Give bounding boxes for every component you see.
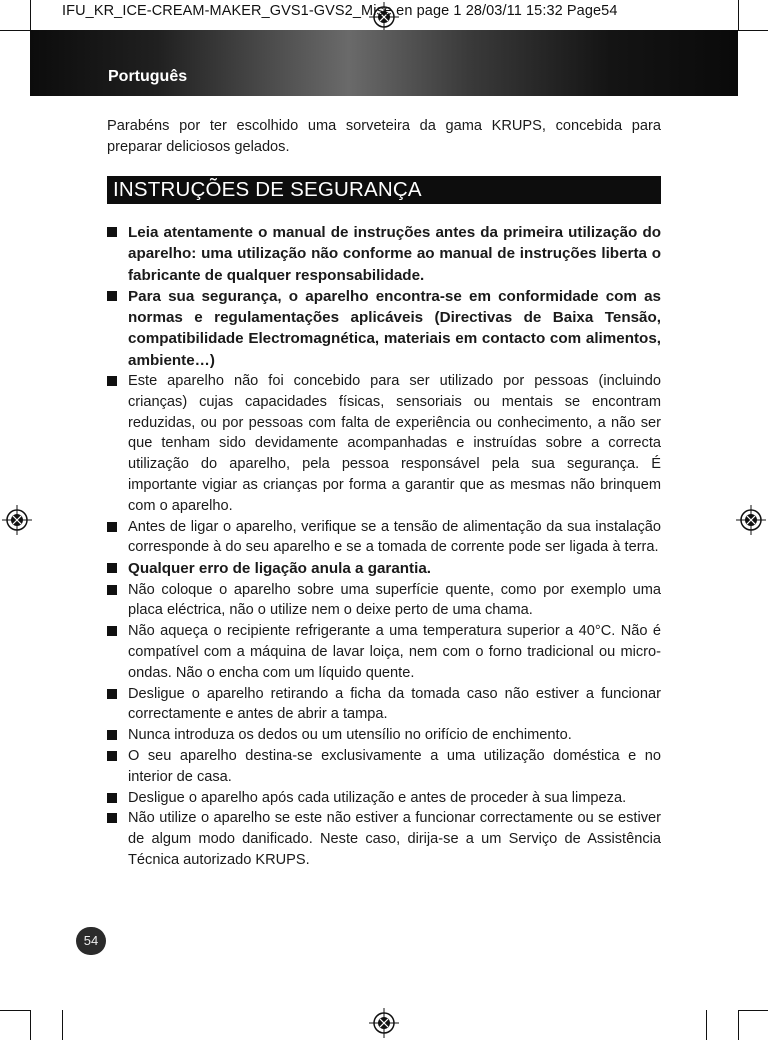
crop-mark [706, 1010, 707, 1040]
list-item [107, 286, 661, 371]
bullet-square-icon [107, 751, 117, 761]
list-item-text: Nunca introduza os dedos ou um utensílio no orifício de enchimento. [128, 727, 572, 744]
list-item-text: Desligue o aparelho retirando a ficha da tomada caso não estiver a funcionar correctamente e antes de abrir a tampa. [128, 685, 661, 723]
crop-mark [0, 1010, 30, 1011]
print-slug-line: IFU_KR_ICE-CREAM-MAKER_GVS1-GVS2_Mise en page 1 28/03/11 15:32 Page54 [62, 3, 618, 19]
list-item-text: Antes de ligar o aparelho, verifique se a tensão de alimentação da sua instalação corresponde à do seu aparelho e se a tomada de corrente pode ser ligada à terra. [128, 518, 661, 556]
list-item [107, 808, 661, 870]
list-item-text: Para sua segurança, o aparelho encontra-se em conformidade com as normas e regulamentações aplicáveis (Directivas de Baixa Tensão, compatibilidade Electromagnética, materiais em contacto com alimentos, ambiente…) [128, 287, 661, 369]
list-item [107, 725, 661, 746]
bullet-square-icon [107, 585, 117, 595]
list-item [107, 621, 661, 683]
list-item-text: Este aparelho não foi concebido para ser utilizado por pessoas (incluindo crianças) cujas capacidades físicas, sensoriais ou mentais se encontram reduzidas, ou por pessoas com falta de experiência ou conhecimento, a não ser que tenham sido devidamente acompanhadas e instruídas sobre a correcta utilização do aparelho, pela pessoa responsável pela sua segurança. É importante vigiar as crianças por forma a garantir que as mesmas não brinquem com o aparelho. [128, 373, 661, 514]
list-item [107, 371, 661, 517]
crop-mark [738, 0, 739, 30]
list-item [107, 788, 661, 809]
list-item [107, 684, 661, 726]
section-title: INSTRUÇÕES DE SEGURANÇA [113, 178, 422, 201]
crop-mark [30, 1010, 31, 1040]
crop-mark [62, 1010, 63, 1040]
page-number: 54 [76, 927, 106, 955]
bullet-square-icon [107, 522, 117, 532]
section-heading-bar [107, 176, 661, 204]
list-item [107, 746, 661, 788]
bullet-square-icon [107, 291, 117, 301]
bullet-square-icon [107, 227, 117, 237]
bullet-square-icon [107, 563, 117, 573]
list-item [107, 558, 661, 579]
intro-paragraph: Parabéns por ter escolhido uma sorveteira da gama KRUPS, concebida para preparar deliciosos gelados. [107, 118, 661, 155]
bullet-square-icon [107, 689, 117, 699]
crop-mark [738, 30, 768, 31]
language-label: Português [108, 68, 188, 85]
bullet-square-icon [107, 793, 117, 803]
registration-mark-icon [369, 1008, 399, 1038]
list-item-text: Não coloque o aparelho sobre uma superfície quente, como por exemplo uma placa eléctrica, não o utilize nem o deixe perto de uma chama. [128, 581, 661, 619]
list-item [107, 580, 661, 622]
list-item-text: Não aqueça o recipiente refrigerante a uma temperatura superior a 40°C. Não é compatível com a máquina de lavar loiça, nem com o forno tradicional ou micro-ondas. Não o encha com um líquido quente. [128, 623, 661, 681]
list-item-text: Leia atentamente o manual de instruções antes da primeira utilização do aparelho: uma utilização não conforme ao manual de instruções liberta o fabricante de qualquer responsabilidade. [128, 224, 661, 284]
bullet-square-icon [107, 730, 117, 740]
list-item-text: O seu aparelho destina-se exclusivamente a uma utilização doméstica e no interior de casa. [128, 747, 661, 785]
list-item [107, 517, 661, 559]
crop-mark [0, 30, 30, 31]
registration-mark-icon [736, 505, 766, 535]
safety-instructions-list [107, 222, 661, 871]
list-item-text: Desligue o aparelho após cada utilização e antes de proceder à sua limpeza. [128, 789, 627, 806]
crop-mark [738, 1010, 768, 1011]
bullet-square-icon [107, 813, 117, 823]
registration-mark-icon [2, 505, 32, 535]
bullet-square-icon [107, 376, 117, 386]
bullet-square-icon [107, 626, 117, 636]
list-item-text: Qualquer erro de ligação anula a garantia. [128, 560, 432, 578]
crop-mark [30, 0, 31, 30]
header-band [30, 30, 738, 96]
list-item [107, 222, 661, 286]
crop-mark [738, 1010, 739, 1040]
list-item-text: Não utilize o aparelho se este não estiver a funcionar correctamente ou se estiver de algum modo danificado. Neste caso, dirija-se a um Serviço de Assistência Técnica autorizado KRUPS. [128, 810, 661, 868]
